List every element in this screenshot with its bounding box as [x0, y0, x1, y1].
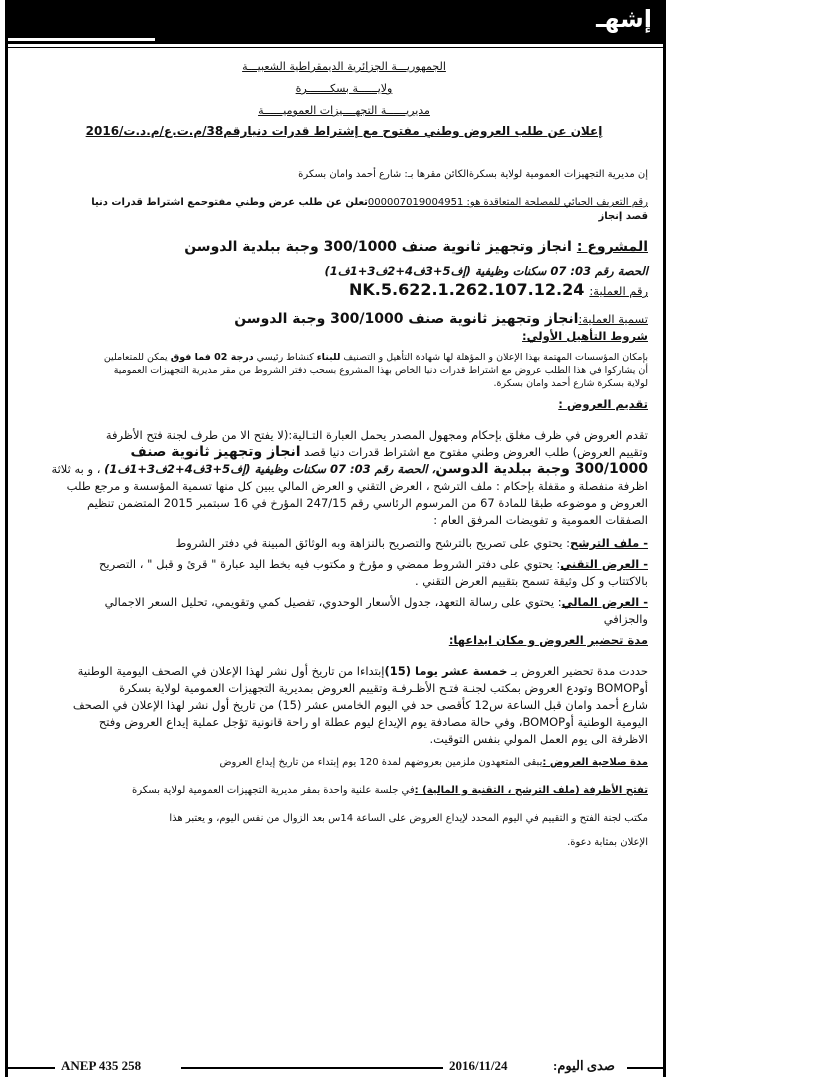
- submission-line-5: العروض و موضوعه طبقا للمادة 67 من المرسوم الرئاسي رقم 247/15 المؤرخ في 16 سبتمبر 2015 المتضمن تنظيم: [87, 496, 648, 510]
- q-grade: درجة 02 فما فوق: [170, 352, 254, 363]
- qualification-heading: شروط التأهيل الأولي:: [522, 329, 648, 343]
- candidature-file-line: [40, 535, 648, 552]
- lot-line: الحصة رقم 03: 07 سكنات وظيفية (إف5+3ف4+2ف3+1ف1): [324, 264, 648, 278]
- submission-line-3: [40, 461, 648, 478]
- preparation-line-5: الاظرفة الى يوم العمل المولي بنفس التوقيت.: [429, 732, 648, 746]
- announcement-body: [40, 60, 648, 850]
- s-lot: ، الحصة رقم 03: 07 سكنات وظيفية (إف5+3ف4+2ف3+1ف1): [104, 462, 436, 476]
- naming-value: انجاز وتجهيز ثانوية صنف 300/1000 وجبة الدوسن: [234, 311, 579, 327]
- validity-text: يبقى المتعهدون ملزمين بعروضهم لمدة 120 يوم إبتداء من تاريخ إيداع العروض: [219, 757, 543, 768]
- project-label: المشروع :: [576, 239, 648, 255]
- technical-offer-line-2: بالاكتتاب و كل وثيقة تسمح بتقييم العرض التقني .: [414, 574, 648, 588]
- banner-title: إشهـ: [596, 5, 652, 33]
- preparation-line-1: [40, 663, 648, 680]
- footer-bar: [5, 1054, 666, 1078]
- q-text-e: يمكن للمتعاملين: [103, 352, 171, 363]
- financial-label: - العرض المالي: [561, 595, 648, 609]
- opening-line: [40, 784, 648, 798]
- technical-text: : يحتوي على دفتر الشروط ممضي و مؤرخ و مكتوب فيه بخط اليد عبارة " قرئ و قبل " ، التصريح: [99, 557, 561, 571]
- announce-text: تعلن عن طلب عرض وطني مفتوحمع اشتراط قدرات دنيا: [91, 197, 368, 208]
- technical-offer-line: [40, 556, 648, 573]
- qualification-line-1: [40, 351, 648, 364]
- submission-body: [40, 427, 648, 628]
- publication-date: 2016/11/24: [449, 1058, 508, 1073]
- qualification-line-3: لولاية بسكرة شارع أحمد وامان بسكرة.: [493, 378, 648, 389]
- submission-heading: تقديم العروض :: [558, 397, 648, 411]
- purpose-line: قصد إنجاز: [598, 211, 648, 222]
- submission-line-4: اظرفة منفصلة و مقفلة بإحكام : ملف الترشح ، العرض التقني و العرض المالي يبين كل منها تسمية المؤسسة و مرجع طلب: [66, 479, 648, 493]
- intro-line: إن مديرية التجهيزات العمومية لولاية بسكرةالكائن مقرها بـ: شارع أحمد وامان بسكرة: [298, 169, 648, 180]
- operation-number: NK.5.622.1.262.107.12.24: [349, 280, 585, 299]
- opening-label: تفتح الأظرفة (ملف الترشح ، التقنية و المالية) :: [414, 785, 648, 796]
- p-duration: خمسة عشر يوما (15): [384, 664, 508, 678]
- directorate-header: مديريــــــة التجهــــيزات العموميــــــة: [258, 104, 430, 117]
- preparation-line-4: اليومية الوطنية أوBOMOP، وفي حالة مصادفة يوم الإيداع ليوم عطلة او راحة قانونية تؤجل عملية إيداع العروض وفتح: [98, 715, 648, 729]
- operation-label: رقم العملية:: [589, 284, 648, 298]
- preparation-heading: مدة تحضير العروض و مكان ايداعها:: [448, 633, 648, 647]
- operation-number-line: [40, 280, 648, 300]
- opening-line-2: مكتب لجنة الفتح و التقييم في اليوم المحدد لإيداع العروض على الساعة 14س بعد الزوال من نفس اليوم، و يعتبر هذا: [169, 813, 648, 824]
- notice-title: إعلان عن طلب العروض وطني مفتوح مع إشتراط قدرات دنيارقم38/م.ت.ع/م.د.ت/2016: [85, 124, 603, 138]
- anep-reference: ANEP 435 258: [61, 1058, 142, 1073]
- tax-id-line: [40, 196, 648, 210]
- p-text-c: إبتداءا من تاريخ أول نشر لهذا الإعلان في الصحف اليومية الوطنية: [77, 664, 385, 678]
- operation-naming-line: [40, 308, 648, 328]
- wilaya-header: ولايــــــة بسكـــــــرة: [295, 82, 393, 95]
- validity-line: [40, 756, 648, 770]
- naming-label: تسمية العملية:: [578, 312, 648, 326]
- footer-rule-middle: [181, 1067, 443, 1069]
- financial-text: : يحتوي على رسالة التعهد، جدول الأسعار الوحدوي، تفصيل كمي وتقويمي، تحليل السعر الاجمالي: [104, 595, 562, 609]
- preparation-body: [40, 663, 648, 748]
- preparation-line-2: أوBOMOP وتودع العروض بمكتب لجنـة فتـح الأظـرفـة وتقييم العروض بمديرية التجهيزات العمومية لولاية بسكرة: [119, 681, 648, 695]
- financial-offer-line: [40, 594, 648, 611]
- project-name: انجاز وتجهيز ثانوية صنف 300/1000 وجبة ببلدية الدوسن: [184, 239, 572, 255]
- p-text-a: حددت مدة تحضير العروض بـ: [507, 664, 648, 678]
- opening-text: في جلسة علنية واحدة بمقر مديرية التجهيزات العمومية لولاية بسكرة: [132, 785, 415, 796]
- tax-id-label: رقم التعريف الجبائي للمصلحة المتعاقدة هو: 000007019004951: [367, 197, 648, 208]
- validity-label: مدة صلاحية العروض :: [542, 757, 648, 768]
- republic-header: الجمهوريـــة الجزائرية الديمقراطية الشعبيـــة: [242, 60, 446, 73]
- project-line: [40, 236, 648, 255]
- s-project-a: انجاز وتجهيز ثانوية صنف: [130, 444, 301, 460]
- qualification-line-2: أن يشاركوا في هذا الطلب عروض مع اشتراط قدرات دنيا الخاص بهذا المشروع بسحب دفتر الشروط من مقر مديرية التجهيزات العمومية: [113, 365, 648, 376]
- opening-line-3: الإعلان بمثابة دعوة.: [567, 837, 648, 848]
- financial-offer-line-2: والجزافي: [603, 612, 648, 626]
- footer-rule-right: [627, 1067, 666, 1069]
- s-project-b: 300/1000 وجبة ببلدية الدوسن: [435, 461, 648, 477]
- submission-line-6: الصفقات العمومية و تفويضات المرفق العام :: [433, 513, 648, 527]
- preparation-line-3: شارع أحمد وامان قبل الساعة س12 كأقصى حد في اليوم الخامس عشر (15) من تاريخ أول نشر لهذا الإعلان في الصحف: [72, 698, 648, 712]
- q-text-c: كنشاط رئيسي: [253, 352, 317, 363]
- candidature-text: : يحتوي على تصريح بالترشح والتصريح بالنزاهة وبه الوثائق المبينة في دفتر الشروط: [175, 536, 570, 550]
- footer-rule-left: [5, 1067, 55, 1069]
- submission-line-2: [40, 444, 648, 461]
- candidature-label: - ملف الترشح: [570, 536, 648, 550]
- technical-label: - العرض التقني: [560, 557, 648, 571]
- submission-line-1: تقدم العروض في ظرف مغلق بإحكام ومجهول المصدر يحمل العبارة التـالية:(لا يفتح الا من طرف لجنة فتح الأظرفة: [105, 428, 648, 442]
- s-text-c: ، و به ثلاثة: [51, 462, 105, 476]
- newspaper-name: صدى اليوم:: [553, 1058, 615, 1073]
- s-text-a: وتقييم العروض) طلب العروض وطني مفتوح مع اشتراط قدرات دنيا قصد: [300, 445, 648, 459]
- q-text-b: للبناء: [316, 352, 341, 363]
- q-text-a: بإمكان المؤسسات المهتمة بهذا الإعلان و المؤهلة لها شهادة التأهيل و التصنيف: [340, 352, 648, 363]
